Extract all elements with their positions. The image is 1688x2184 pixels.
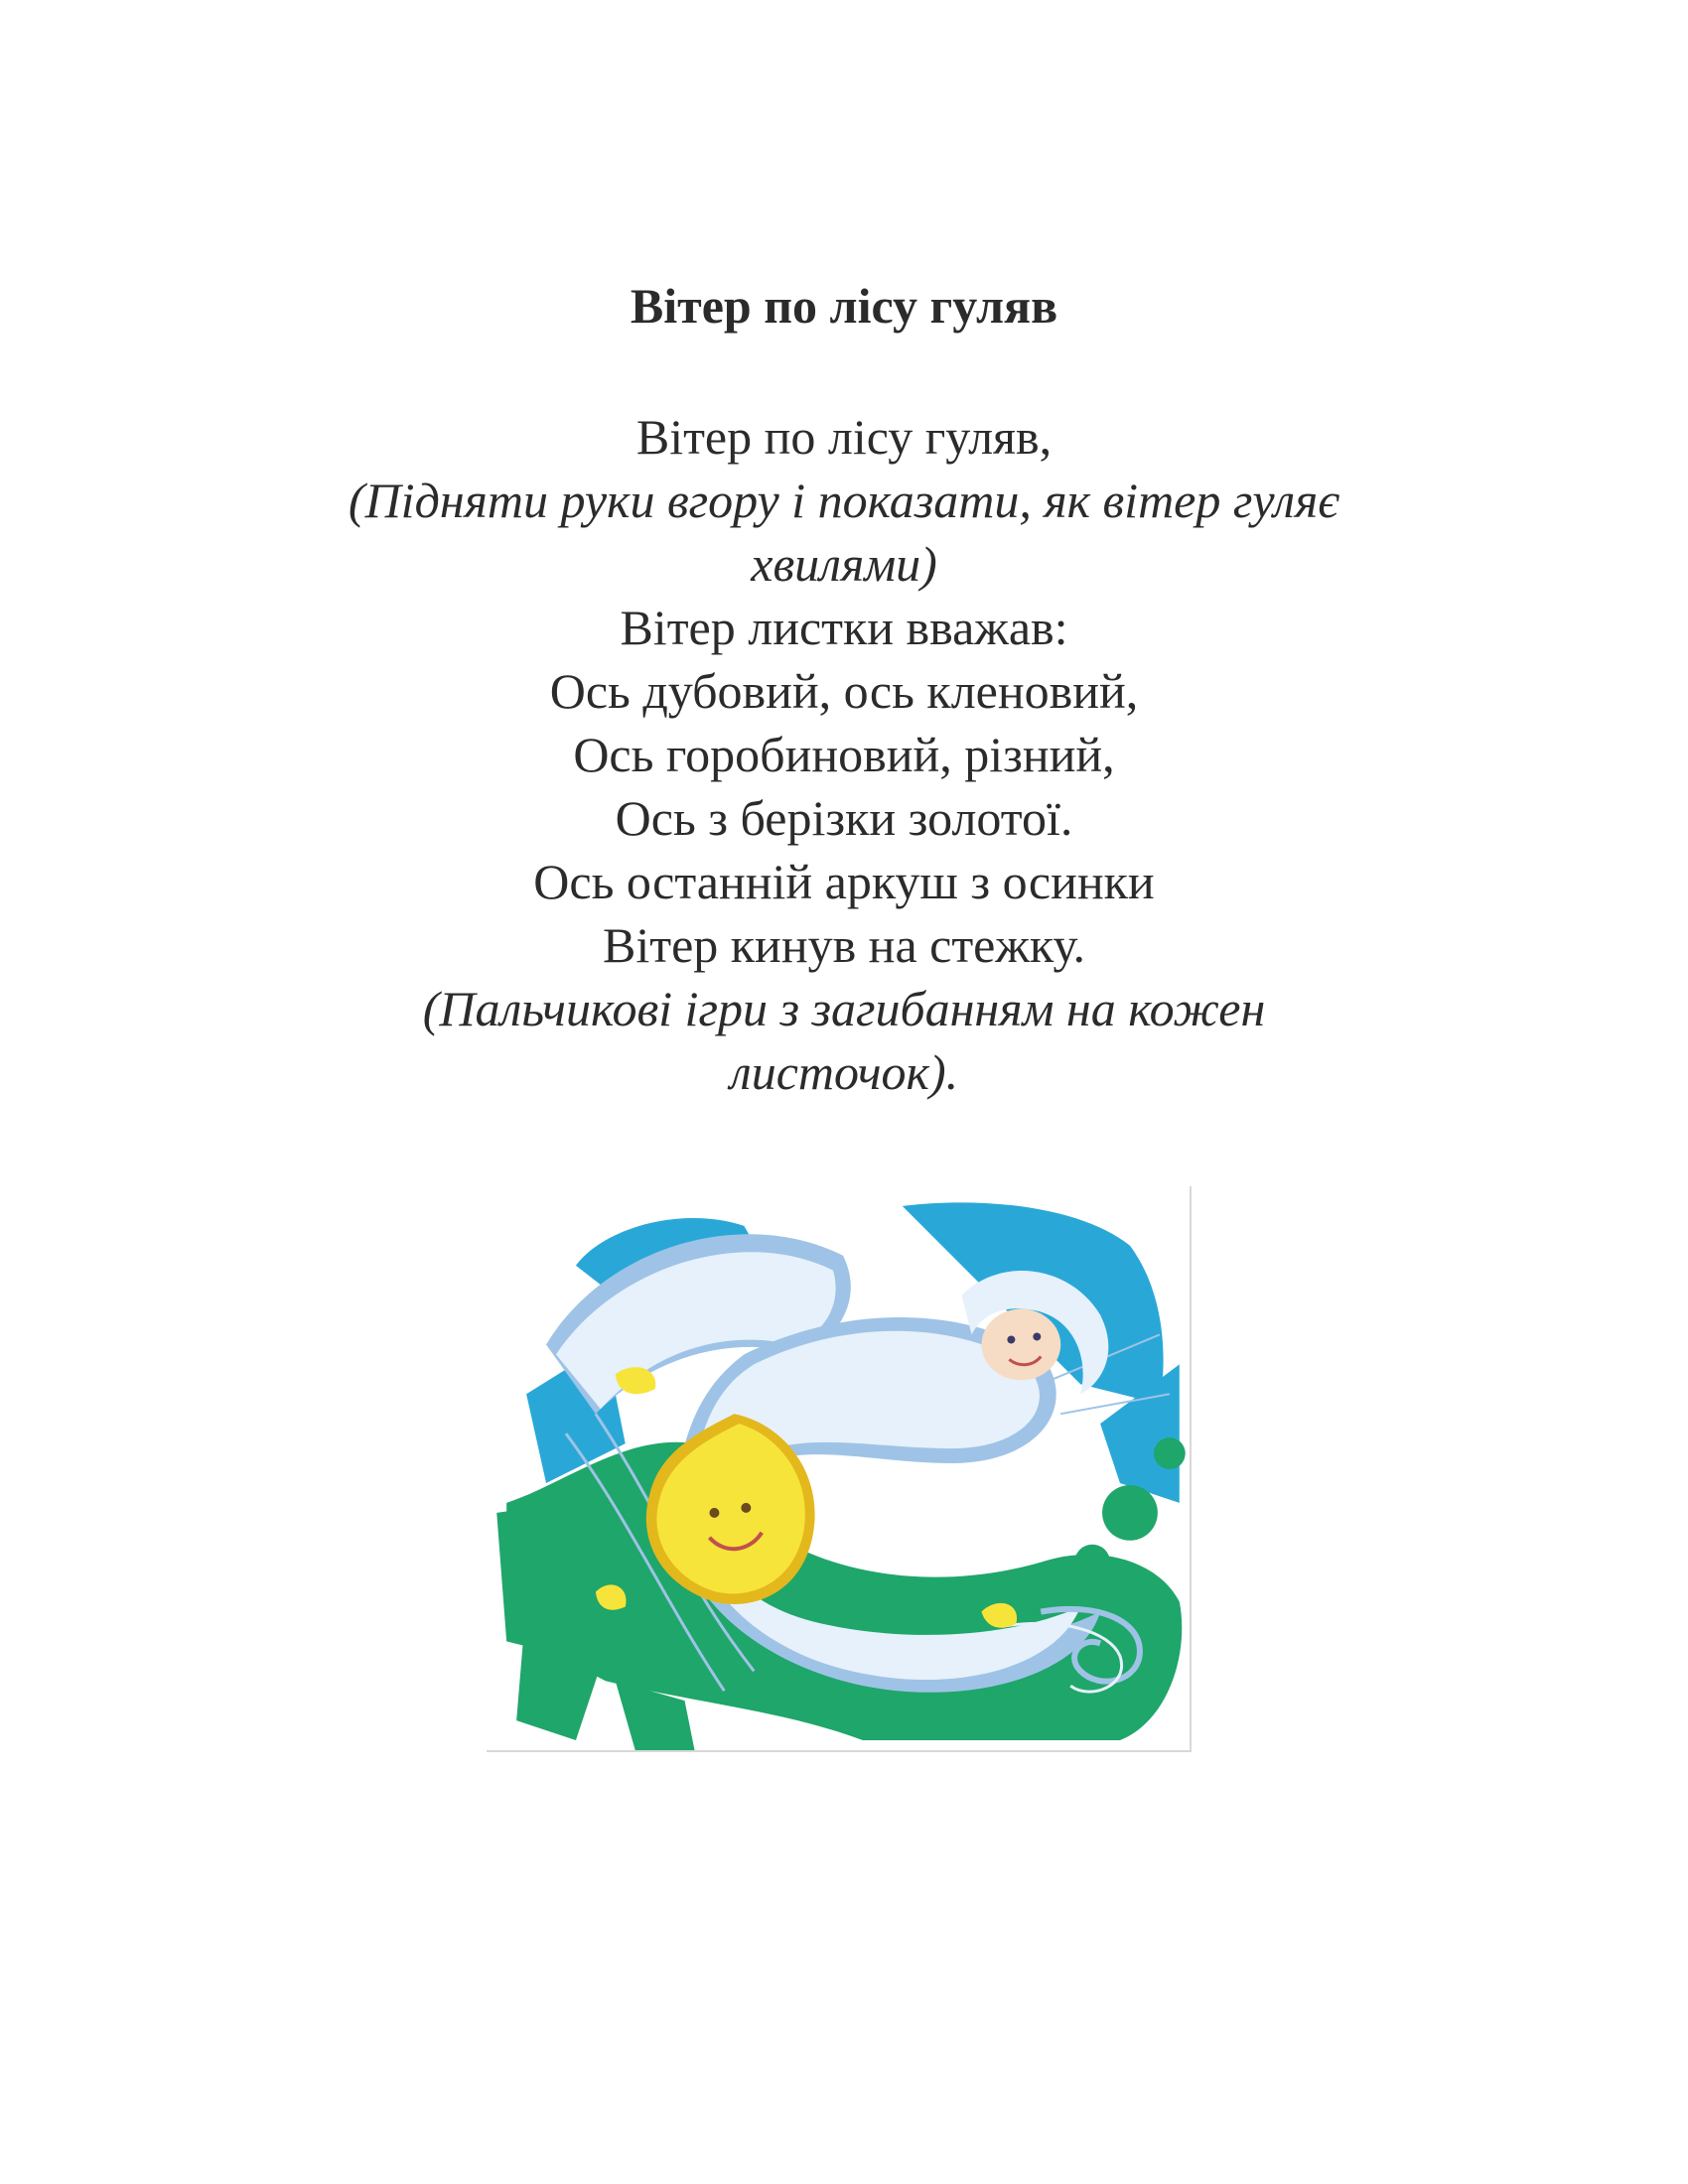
grass-bubble bbox=[1102, 1485, 1158, 1541]
poem-instruction: (Підняти руки вгору і показати, як вітер гуляє bbox=[348, 473, 1340, 528]
wind-face bbox=[981, 1309, 1060, 1381]
poem-instruction: листочок). bbox=[729, 1044, 959, 1100]
poem-instruction: (Пальчикові ігри з загибанням на кожен bbox=[422, 981, 1266, 1036]
illustration-graphic bbox=[487, 1186, 1190, 1750]
wind-eye bbox=[1007, 1335, 1015, 1343]
poem-title: Вітер по лісу гуляв bbox=[630, 278, 1058, 334]
grass-bubble bbox=[1074, 1545, 1110, 1580]
wind-eye bbox=[1033, 1332, 1041, 1340]
poem-line: Ось дубовий, ось кленовий, bbox=[549, 663, 1139, 719]
grass-bubble bbox=[1154, 1437, 1186, 1469]
poem-line: Вітер по лісу гуляв, bbox=[635, 409, 1053, 465]
poem-instruction: хвилями) bbox=[751, 536, 937, 592]
leaf-eye bbox=[709, 1508, 719, 1518]
wind-leaf-illustration bbox=[487, 1186, 1192, 1752]
poem-body bbox=[199, 405, 1489, 1104]
poem-line: Ось з берізки золотої. bbox=[615, 790, 1073, 846]
poem-line: Ось горобиновий, різний, bbox=[573, 727, 1115, 782]
poem-line: Вітер кинув на стежку. bbox=[602, 917, 1085, 973]
leaf-eye bbox=[741, 1503, 751, 1513]
poem-line: Ось останній аркуш з осинки bbox=[533, 854, 1155, 909]
poem-line: Вітер листки вважав: bbox=[620, 600, 1068, 655]
